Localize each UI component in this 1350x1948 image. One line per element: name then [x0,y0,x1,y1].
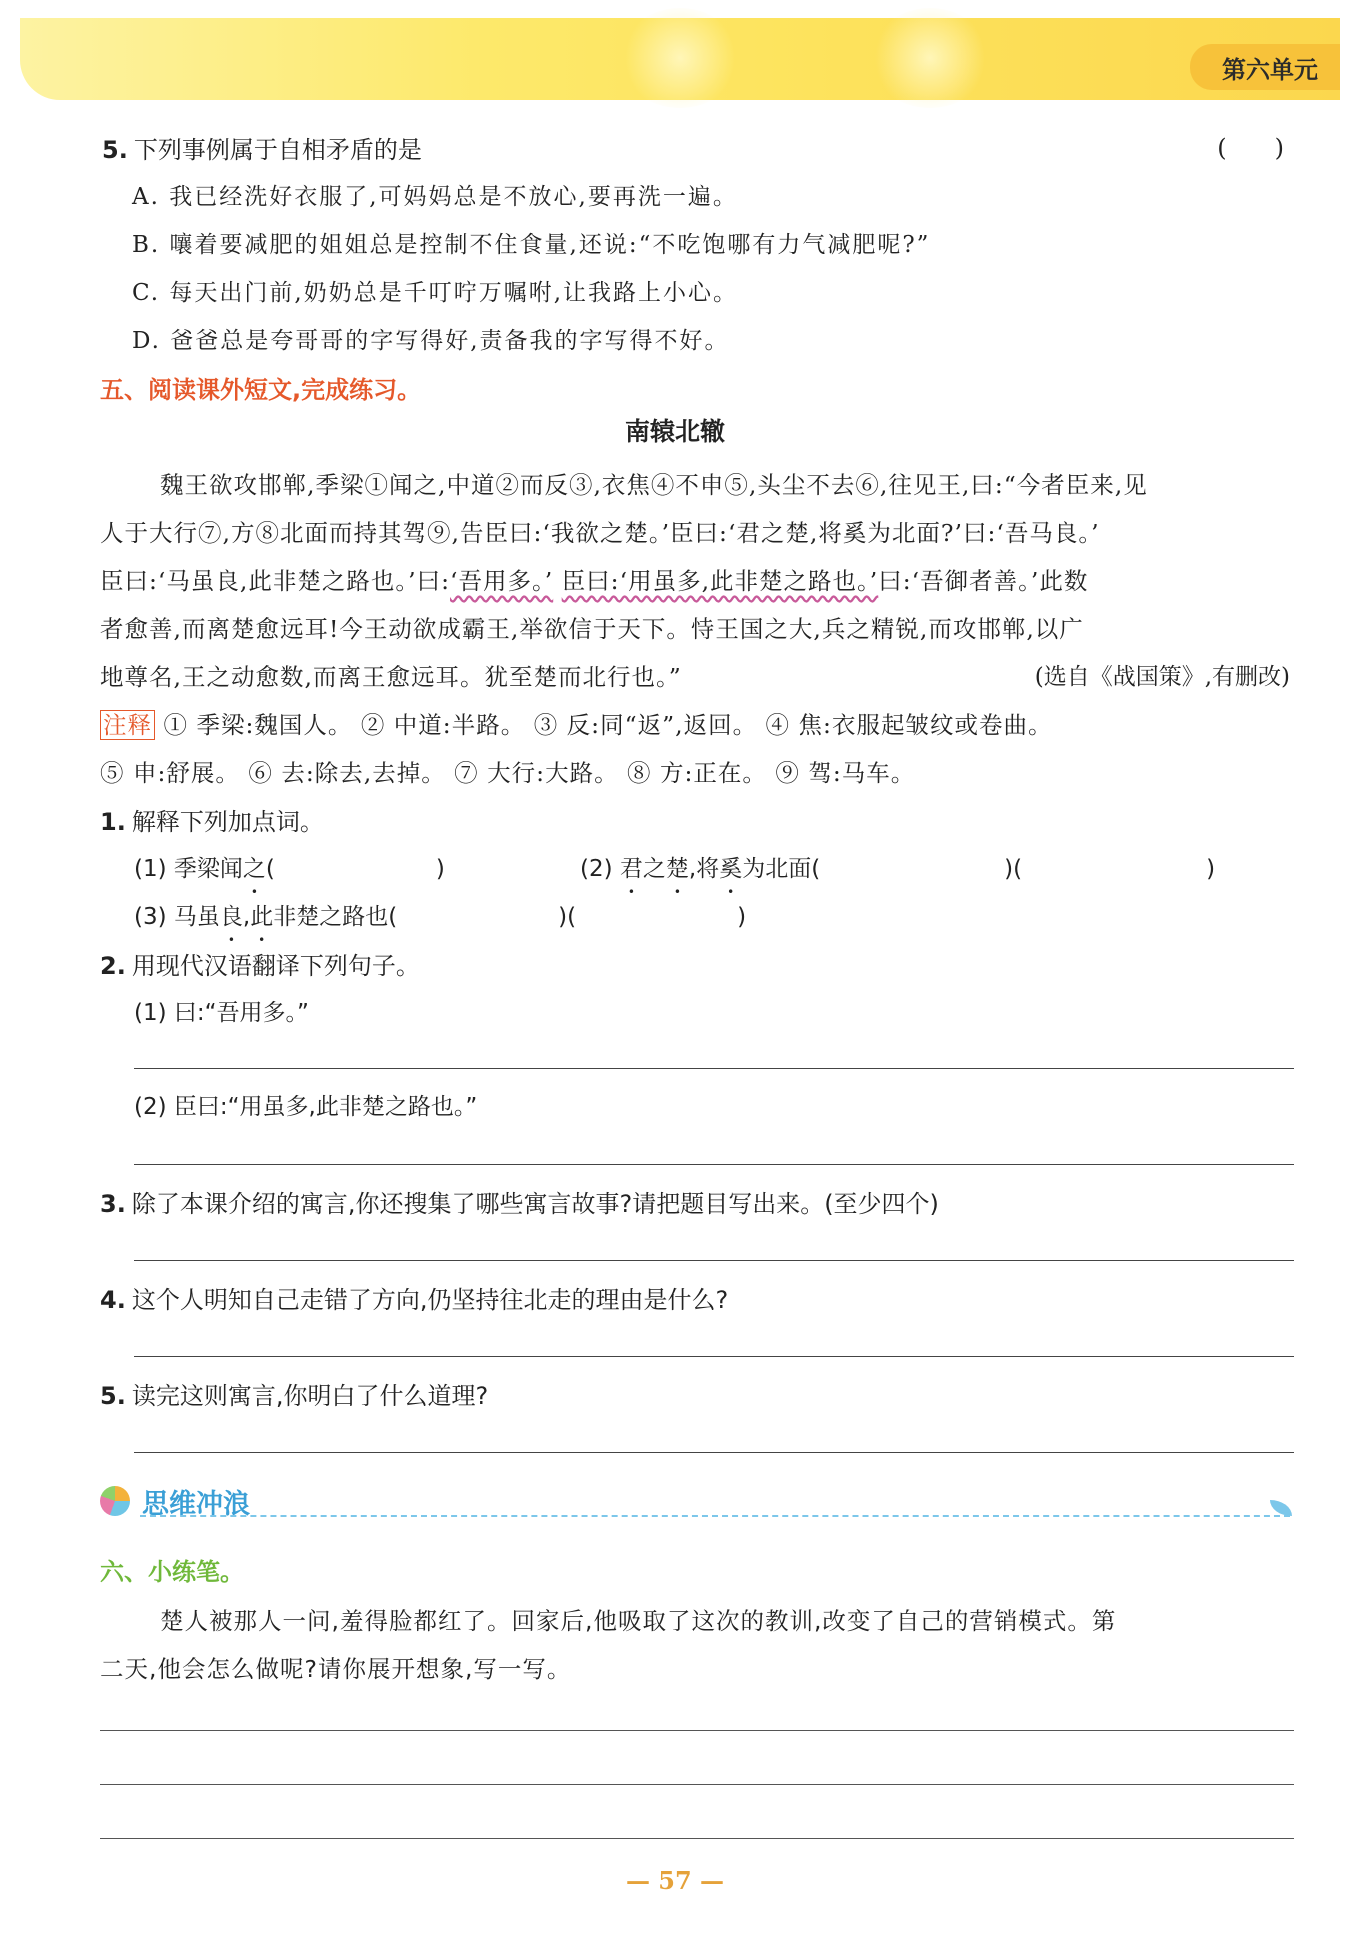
question-number: 2. [100,952,126,980]
exercise-1-item-1 [134,850,445,883]
item-text: ,将 [688,856,720,882]
unit-title: 第六单元 [1222,56,1318,84]
exercise-2-sentence-2: (2) 臣曰:“用虽多,此非楚之路也。” [134,1094,478,1120]
option-c: C. 每天出门前,奶奶总是千叮咛万嘱咐,让我路上小心。 [132,280,739,306]
question-stem: 解释下列加点词。 [131,808,324,836]
passage-text: 曰:‘吾御者善。’此数 [878,567,1089,595]
item-text: 之 [642,856,666,882]
passage-line: 者愈善,而离楚愈远耳!今王动欲成霸王,举欲信于天下。恃王国之大,兵之精锐,而攻邯郸,以广 [100,615,1084,643]
dotted-word: 之 [242,856,266,882]
exercise-1 [100,802,324,837]
item-text: (1) 季梁闻 [134,856,243,882]
passage-line: 人于大行⑦,方⑧北面而持其驾⑨,告臣曰:‘我欲之楚。’臣曰:‘君之楚,将奚为北面?’曰:‘吾马良。’ [100,519,1100,547]
wavy-underlined-text: 臣曰:‘用虽多,此非楚之路也。’ [561,567,879,595]
answer-line[interactable] [134,1260,1294,1261]
question-5 [102,130,422,165]
answer-blank[interactable]: 为北面( )( ) [742,856,1216,882]
answer-parentheses[interactable]: ( ) [1217,134,1284,162]
answer-blank[interactable]: 非楚之路也( )( ) [273,904,747,930]
writing-line[interactable] [100,1784,1294,1785]
swirl-icon [100,1486,130,1516]
notes-line: ⑤ 申:舒展。 ⑥ 去:除去,去掉。 ⑦ 大行:大路。 ⑧ 方:正在。 ⑨ 驾:马车。 [100,759,916,787]
question-number: 3. [100,1190,126,1218]
option-d: D. 爸爸总是夸哥哥的字写得好,责备我的字写得不好。 [132,328,730,354]
question-number: 5. [100,1382,126,1410]
banner-decoration [870,8,990,108]
answer-line[interactable] [134,1356,1294,1357]
section-6-title: 六、小练笔。 [100,1558,244,1586]
thinking-label: 思维冲浪 [142,1489,250,1520]
dotted-word: 君 [619,856,643,882]
answer-blank[interactable]: ( ) [265,856,445,882]
writing-line[interactable] [100,1838,1294,1839]
item-text: (2) [580,856,620,882]
passage-text [553,567,561,595]
passage-line: 魏王欲攻邯郸,季梁①闻之,中道②而反③,衣焦④不申⑤,头尘不去⑥,往见王,曰:“今者臣来,见 [160,471,1148,499]
exercise-4 [100,1280,728,1315]
option-b: B. 嚷着要减肥的姐姐总是控制不住食量,还说:“不吃饱哪有力气减肥呢?” [132,232,931,258]
exercise-1-item-3 [134,898,746,931]
banner-decoration [620,8,740,108]
answer-line[interactable] [134,1164,1294,1165]
exercise-5 [100,1376,488,1411]
item-text: (3) 马虽 [134,904,220,930]
question-stem: 这个人明知自己走错了方向,仍坚持往北走的理由是什么? [131,1286,729,1314]
question-number: 1. [100,808,126,836]
question-stem: 除了本课介绍的寓言,你还搜集了哪些寓言故事?请把题目写出来。(至少四个) [131,1190,939,1218]
header-banner [20,18,1340,100]
exercise-2-sentence-1: (1) 曰:“吾用多。” [134,1000,309,1026]
dotted-word: 良 [219,904,243,930]
exercise-2 [100,946,420,981]
option-a: A. 我已经洗好衣服了,可妈妈总是不放心,要再洗一遍。 [132,184,738,210]
question-stem: 读完这则寓言,你明白了什么道理? [131,1382,489,1410]
exercise-3 [100,1184,939,1219]
passage-title: 南辕北辙 [624,417,725,446]
section-6-line: 楚人被那人一问,羞得脸都红了。回家后,他吸取了这次的教训,改变了自己的营销模式。第 [160,1607,1117,1635]
writing-line[interactable] [100,1730,1294,1731]
notes-text: ① 季梁:魏国人。 ② 中道:半路。 ③ 反:同“返”,返回。 ④ 焦:衣服起皱纹或卷曲。 [163,711,1053,739]
passage-line: 地尊名,王之动愈数,而离王愈远耳。犹至楚而北行也。” [100,663,682,691]
question-number: 4. [100,1286,126,1314]
section-6-line: 二天,他会怎么做呢?请你展开想象,写一写。 [100,1655,572,1683]
dashed-divider [140,1515,1290,1517]
question-stem: 下列事例属于自相矛盾的是 [133,136,422,164]
section-5-title: 五、阅读课外短文,完成练习。 [100,376,422,404]
leaf-icon [1270,1500,1292,1516]
dotted-word: 奚 [719,856,743,882]
dotted-word: 此 [250,904,274,930]
answer-line[interactable] [134,1068,1294,1069]
question-number: 5. [102,136,128,164]
page-number: — 57 — [625,1866,725,1895]
exercise-1-item-2 [580,850,1215,883]
item-text: , [242,904,251,930]
passage-line [100,562,1088,596]
dotted-word: 楚 [665,856,689,882]
note-label: 注释 [100,710,155,740]
question-stem: 用现代汉语翻译下列句子。 [131,952,420,980]
notes-line [100,706,1052,740]
passage-text: 臣曰:‘马虽良,此非楚之路也。’曰: [100,567,450,595]
passage-source: (选自《战国策》,有删改) [1034,664,1290,690]
answer-line[interactable] [134,1452,1294,1453]
wavy-underlined-text: ‘吾用多。’ [450,567,554,595]
